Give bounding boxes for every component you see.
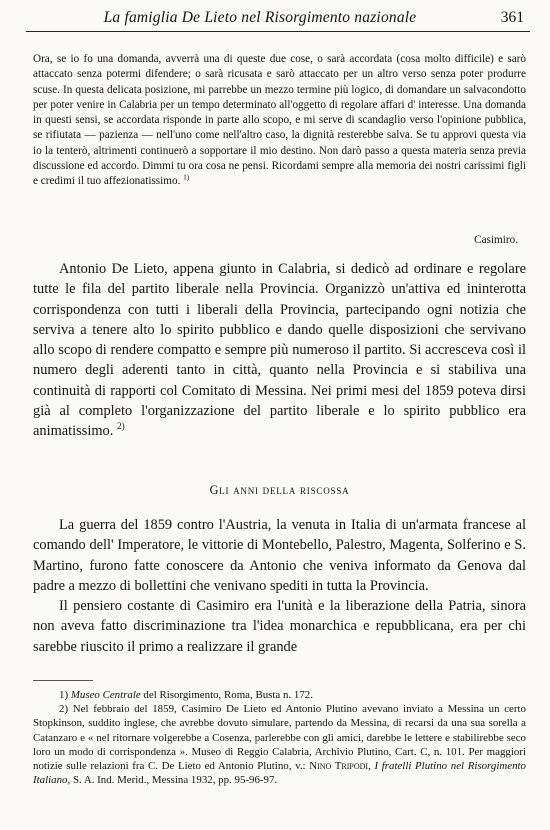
footnote-1-italic: Museo Centrale — [70, 689, 141, 701]
page-number: 361 — [500, 9, 524, 26]
footnote-ref-2: 2) — [116, 422, 125, 433]
quoted-letter — [33, 52, 526, 190]
footnote-2-text: Nel febbraio del 1859, Casimiro De Lieto ed Antonio Plutino avevano inviato a Messina un certo Stopkinson, suddito inglese, che avrebbe dovuto simulare, partendo da Messina, di recarsi da una sua sorella a Catanzaro e « nel ritornare volgerebbe a Cosenza, parlerebbe con gli amici, darebbe le lettere e stabilirebbe seco loro un modo di corrispondenza ». Museo di Reggio Calabria, Archivio Plutino, Cart. C, n. 101. Per maggiori notizie sulle relazioni fra C. De Lieto ed Antonio Plutino, v.: — [33, 703, 526, 773]
letter-text: Ora, se io fo una domanda, avverrà una di queste due cose, o sarà accordata (cosa molto difficile) e sarò attaccato senza potermi difendere; o sarà ricusata e sarò attaccato per un altro verso senza poter produrre scuse. In questa delicata posizione, mi parrebbe un mezzo termine più logico, di domandare un salvacondotto per poter venire in Calabria per un tempo determinato all'oggetto di regolare affari d' interesse. Una domanda in questi sensi, se accordata risponde in parte allo scopo, e mi serve di scandaglio verso l'opinione pubblica, se rifiutata — pazienza — nell'uno come nell'altro caso, la dignità resterebbe salva. Se tu approvi questa via io la tenterò, altrimenti continuerò a sopportare il mio destino. Non darò passo a questa materia senza previa discussione ed accordo. Dimmi tu ora cosa ne pensi. Ricordami sempre alla memoria dei nostri carissimi figli e credimi il tuo affezionatissimo. — [33, 53, 526, 188]
footnote-2-number: 2) — [59, 703, 69, 716]
letter-signature: Casimiro. — [474, 234, 518, 246]
footnote-1-number: 1) — [59, 689, 69, 701]
footnote-1-text: del Risorgimento, Roma, Busta n. 172. — [143, 689, 313, 701]
section-heading: Gli anni della riscossa — [209, 483, 350, 497]
section-paragraph-2: Il pensiero costante di Casimiro era l'unità e la liberazione della Patria, sinora non aveva fatto discriminazione tra l'idea monarchica e repubblicana, era per chi sarebbe riuscito il primo a realizzare il grande — [33, 598, 526, 655]
header-rule — [26, 31, 530, 32]
footnotes — [33, 688, 526, 787]
main-paragraph — [33, 259, 526, 442]
page-header — [0, 0, 550, 36]
section-body — [33, 515, 526, 657]
main-text — [33, 259, 526, 442]
footnote-rule — [33, 680, 93, 681]
footnote-ref-1: 1) — [183, 173, 190, 182]
main-paragraph-text: Antonio De Lieto, appena giunto in Calabria, si dedicò ad ordinare e regolare tutte le fila del partito liberale nella Provincia. Organizzò un'attiva ed ininterotta corrispondenza con tutti i liberali della Provincia, partecipando ogni notizia che serviva a tenere alto lo spirito pubblico e dando quelle disposizioni che servivano allo scopo di rendere compatto e sempre più numeroso il partito. Si accresceva così il numero degli aderenti tanto in città, quanto nella Provincia e si stabiliva una continuità di rapporti col Comitato di Messina. Nei primi mesi del 1859 poteva dirsi già al completo l'organizzazione del partito liberale e lo spirito pubblico era animatissimo. — [33, 261, 526, 440]
running-title: La famiglia De Lieto nel Risorgimento nazionale — [103, 9, 417, 26]
footnote-1 — [33, 688, 526, 702]
footnote-2-title: I fratelli Plutino nel Risorgimento Italiano, — [33, 760, 526, 787]
footnote-2-publisher: S. A. Ind. Merid., Messina 1932, pp. 95-96-97. — [72, 774, 278, 787]
letter-paragraph — [33, 52, 526, 190]
footnote-2-author: Nino Tripodi, — [309, 760, 371, 773]
section-paragraph-1: La guerra del 1859 contro l'Austria, la venuta in Italia di un'armata francese al comando dell' Imperatore, le vittorie di Montebello, Palestro, Magenta, Solferino e S. Martino, furono fatte conoscere da Antonio che veniva informato da Genova dal padre a mezzo di bollettini che venivano spediti in tutta la Provincia. — [33, 517, 526, 594]
footnote-2 — [33, 702, 526, 787]
